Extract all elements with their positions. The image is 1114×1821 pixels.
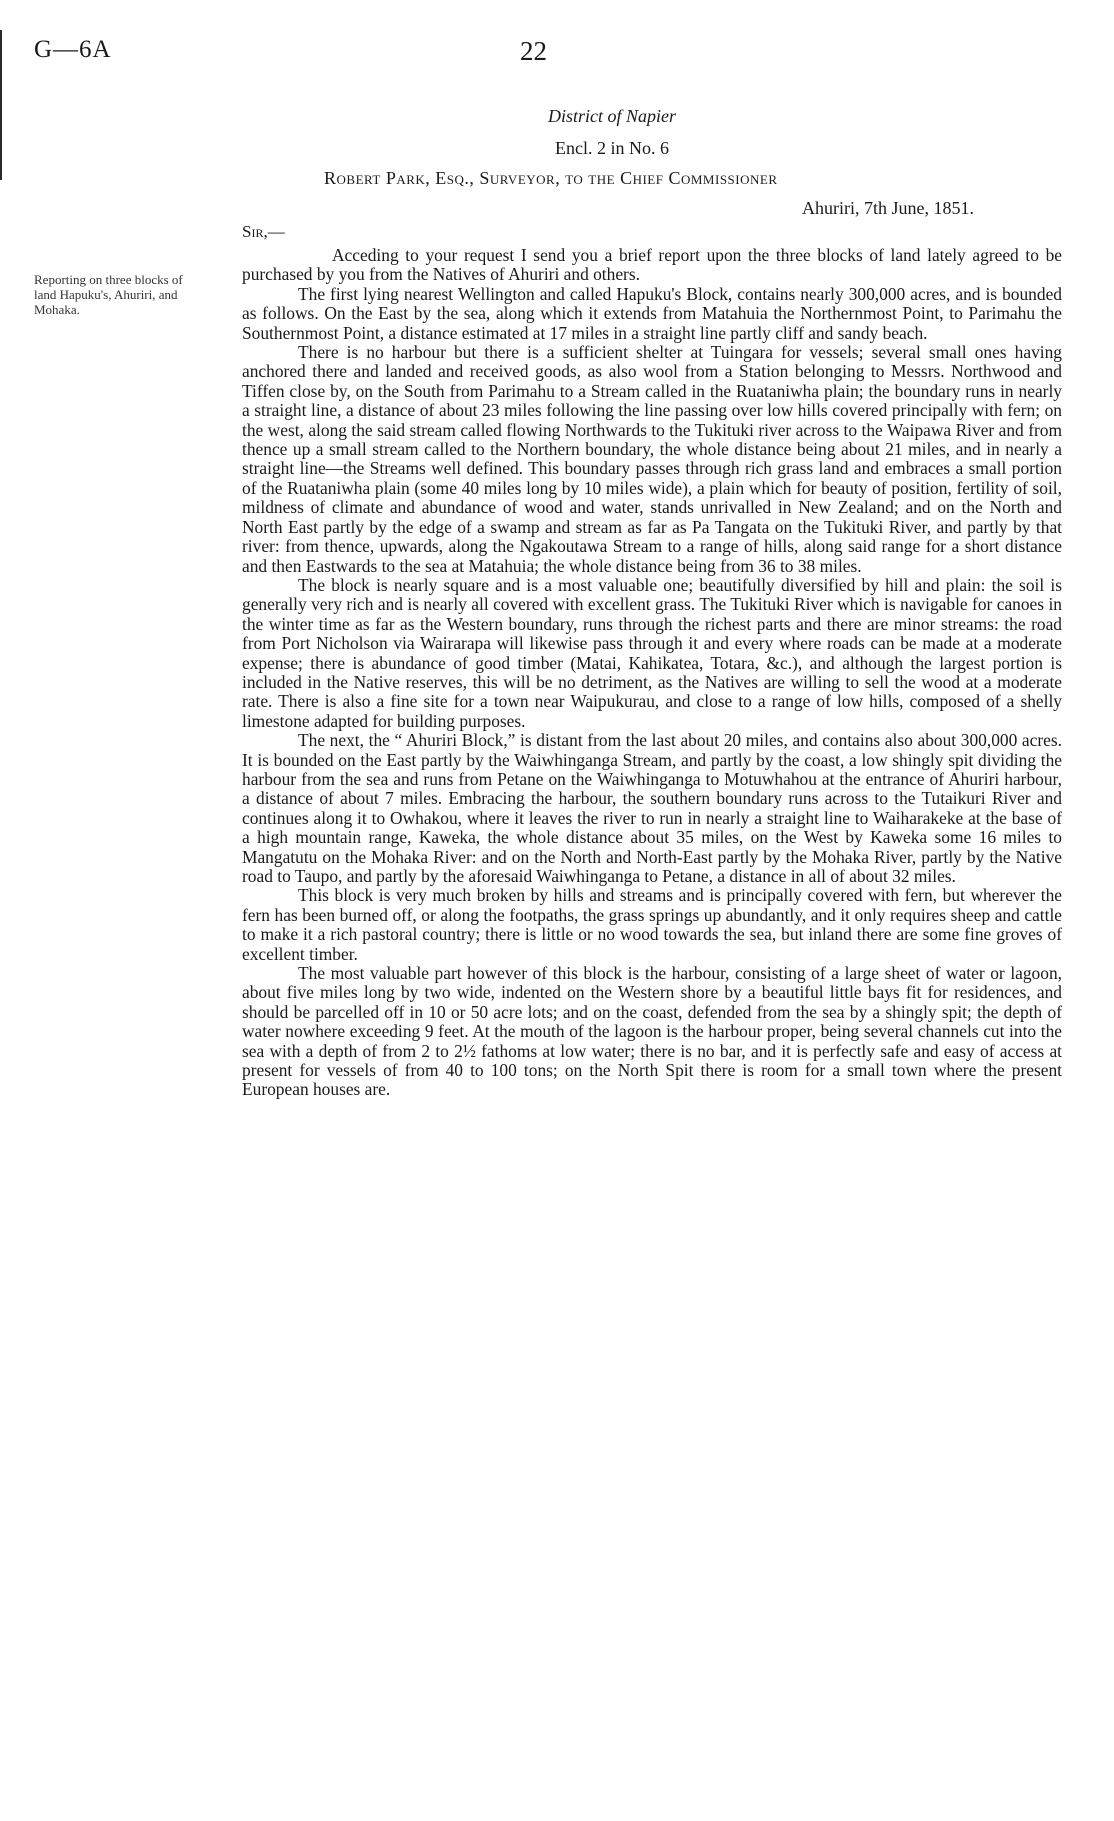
letter-heading: Robert Park, Esq., Surveyor, to the Chief Commissioner — [324, 168, 778, 188]
letter-body — [242, 246, 1062, 1100]
letter-date: Ahuriri, 7th June, 1851. — [802, 198, 974, 218]
salutation: Sir,— — [242, 222, 285, 241]
paragraph-terrain: This block is very much broken by hills and streams and is principally covered with fern, but wherever the fern has been burned off, or along the footpaths, the grass springs up abundantly, and it only requires sheep and cattle to make it a rich pastoral country; there is little or no wood towards the sea, but inland there are some fine groves of excellent timber. — [242, 885, 1062, 964]
margin-note: Reporting on three blocks of land Hapuku's, Ahuriri, and Mohaka. — [34, 272, 183, 317]
paragraph-hapuku-block: The first lying nearest Wellington and called Hapuku's Block, contains nearly 300,000 acres, and is bounded as follows. On the East by the sea, along which it extends from Matahuia the Northernmost Point, to Parimahu the Southernmost Point, a distance estimated at 17 miles in a straight line partly cliff and sandy beach. — [242, 283, 1062, 343]
paragraph-harbour: The most valuable part however of this block is the harbour, consisting of a large sheet of water or lagoon, about five miles long by two wide, indented on the Western shore by a beautiful little bays fit for residences, and should be parcelled off in 10 or 50 acre lots; and on the coast, defended from the sea by a shingly spit; the depth of water nowhere exceeding 9 feet. At the mouth of the lagoon is the harbour proper, being several channels cut into the sea with a depth of from 2 to 2½ fathoms at low water; there is no bar, and it is perfectly safe and easy of access at present for vessels of from 40 to 100 tons; on the North Spit there is room for a small town where the present European houses are. — [242, 963, 1062, 1100]
paragraph-intro: Acceding to your request I send you a brief report upon the three blocks of land lately agreed to be purchased by you from the Natives of Ahuriri and others. — [242, 245, 1062, 285]
paragraph-ahuriri-block: The next, the “ Ahuriri Block,” is distant from the last about 20 miles, and contains also about 300,000 acres. It is bounded on the East partly by the Waiwhinganga Stream, and partly by the coast, a low shingly spit dividing the harbour from the sea and runs from Petane on the Waiwhinganga to Motuwhahou at the entrance of Ahuriri harbour, a distance of about 7 miles. Embracing the harbour, the southern boundary runs across to the Tutaikuri River and continues along it to Owhakou, where it leaves the river to run in nearly a straight line to Waiharakeke at the base of a high mountain range, Kaweka, the whole distance about 35 miles, on the West by Kaweka some 16 miles to Mangatutu on the Mohaka River: and on the North and North-East partly by the Mohaka River, partly by the Native road to Taupo, and partly by the aforesaid Waiwhinganga to Petane, a distance in all of about 32 miles. — [242, 730, 1062, 886]
page-identifier: G—6A — [34, 36, 112, 63]
page-number: 22 — [520, 36, 547, 66]
district-title: District of Napier — [547, 106, 676, 126]
paragraph-block-value: The block is nearly square and is a most valuable one; beautifully diversified by hill and plain: the soil is generally very rich and is nearly all covered with excellent grass. The Tukituki River which is navigable for canoes in the winter time as far as the Western boundary, runs through the richest parts and there are minor streams: the road from Port Nicholson via Wairarapa will likewise pass through it and every where roads can be made at a moderate expense; there is abundance of good timber (Matai, Kahikatea, Totara, &c.), and although the largest portion is included in the Native reserves, this will be no detriment, as the Natives are willing to sell the wood at a moderate rate. There is also a fine site for a town near Waipukurau, and close to a range of low hills, composed of a shelly limestone adapted for building purposes. — [242, 574, 1062, 731]
enclosure-label: Encl. 2 in No. 6 — [555, 138, 669, 158]
paragraph-boundaries: There is no harbour but there is a sufficient shelter at Tuingara for vessels; several small ones having anchored there and landed and received goods, as also wool from a Station belonging to Messrs. Northwood and Tiffen close by, on the South from Parimahu to a Stream called in the Ruataniwha plain; the boundary runs in nearly a straight line, a distance of about 23 miles following the line passing over low hills covered principally with fern; on the west, along the said stream called flowing Northwards to the Tukituki river across to the Waipawa River and from thence up a small stream called to the Northern boundary, the whole distance being about 21 miles, and in nearly a straight line—the Streams well defined. This boundary passes through rich grass land and embraces a small portion of the Ruataniwha plain (some 40 miles long by 10 miles wide), a plain which for beauty of position, fertility of soil, mildness of climate and abundance of wood and water, stands unrivalled in New Zealand; and on the North and North East partly by the edge of a swamp and stream as far as Pa Tangata on the Tukituki River, and partly by that river: from thence, upwards, along the Ngakoutawa Stream to a range of hills, along said range for a short distance and then Eastwards to the sea at Matahuia; the whole distance being from 36 to 38 miles. — [242, 342, 1062, 576]
